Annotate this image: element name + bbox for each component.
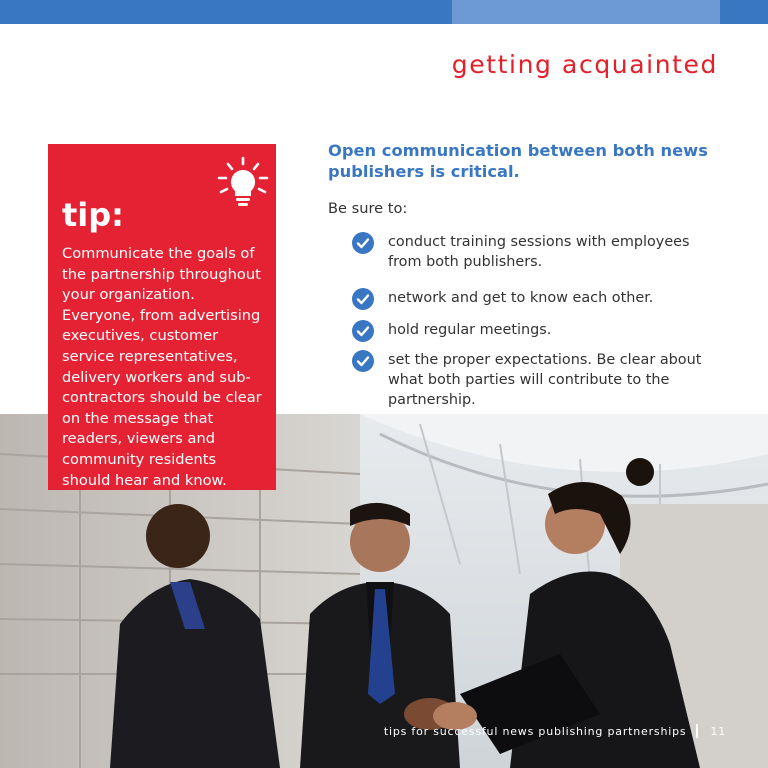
page-footer [384, 724, 726, 738]
main-headline: Open communication between both news publishers is critical. [328, 141, 708, 181]
checkmark-circle-icon [352, 288, 374, 310]
checkmark-circle-icon [352, 320, 374, 342]
footer-divider [696, 724, 698, 738]
list-item [352, 232, 722, 272]
tip-box [48, 144, 276, 490]
list-item-text: set the proper expectations. Be clear about what both parties will contribute to the partnership. [388, 352, 702, 408]
checkmark-circle-icon [352, 350, 374, 372]
list-item-text: conduct training sessions with employees from both publishers. [388, 234, 690, 270]
top-color-bar-accent [452, 0, 720, 24]
lightbulb-icon [216, 156, 270, 210]
list-item [352, 350, 722, 410]
checklist [352, 232, 722, 410]
footer-tagline: tips for successful news publishing partnerships [383, 724, 687, 738]
tip-text: Communicate the goals of the partnership throughout your organization. Everyone, from advertising executives, customer service representatives, delivery workers and sub-contractors should be clear on the message that readers, viewers and community residents should hear and know. [62, 245, 262, 489]
list-item-text: network and get to know each other. [388, 290, 654, 306]
page-number: 11 [710, 724, 726, 738]
list-item-text: hold regular meetings. [388, 322, 552, 338]
list-item [352, 288, 722, 308]
section-title: getting acquainted [451, 50, 718, 79]
tip-title: tip: [62, 196, 124, 234]
list-item [352, 320, 722, 340]
intro-text: Be sure to: [328, 200, 408, 217]
checkmark-circle-icon [352, 232, 374, 254]
